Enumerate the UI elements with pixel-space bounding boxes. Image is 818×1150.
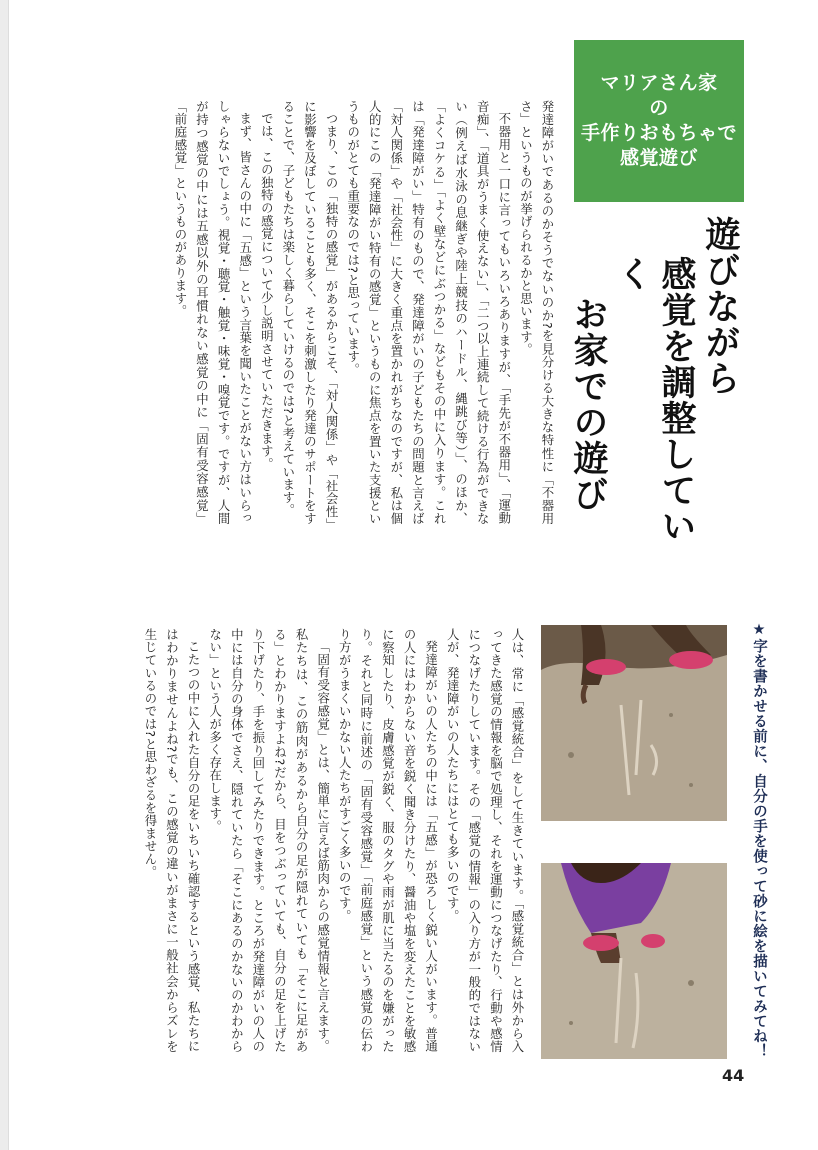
headline-line: 感覚を調整していく xyxy=(612,256,696,544)
photo-drawing-in-sand-2 xyxy=(541,863,727,1059)
title-banner xyxy=(574,40,744,202)
headline-line: 遊びながら xyxy=(700,216,740,396)
headline xyxy=(568,216,742,546)
banner-line: マリアさん家 xyxy=(600,72,718,94)
banner-text xyxy=(581,71,737,171)
body-paragraph: 不器用と一口に言ってもいろいろありますが、「手先が不器用」、「運動音痴」、「道具がうまく使えない」、「二つ以上連続して続ける行為ができない（例えば水泳の息継ぎや陸上競技のハードル、縄跳び等）」、のほか、「よくコケる」「よく壁などにぶつかる」などもその中に入ります。これは「発達障がい」特有のもので、発達障がいの子どもたちの問題と言えば「対人関係」や「社会性」に大きく重点を置かれがちなのですが、私は個人的にこの「発達障がい特有の感覚」というものに焦点を置いた支援というものがとても重要なのでは?と思っています。 xyxy=(345,100,512,525)
page-number: 44 xyxy=(722,1066,745,1085)
body-paragraph: 「固有受容感覚」とは、簡単に言えば筋肉からの感覚情報と言えます。私たちは、この筋肉があるから自分の足が隠れていても「そこに足がある」とわかりますよね?だから、目をつぶっていても、自分の足を上げたり下げたり、手を振り回してみたりできます。ところが発達障がいの人の中には自分の身体でさえ、隠れていたら「そこにあるのかないのかわからない」という人が多く存在します。 xyxy=(207,628,331,1053)
body-paragraph: 人は、常に「感覚統合」をして生きています。「感覚統合」とは外から入ってきた感覚の情報を脳で処理し、それを運動につなげたり、行動や感情につなげたりしています。その「感覚の情報」の入り方が一般的ではない人が、発達障がいの人たちにはとても多いのです。 xyxy=(445,628,525,1053)
photo-caption: ★字を書かせる前に、自分の手を使って砂に絵を描いてみてね！ xyxy=(751,622,767,1059)
body-paragraph: こたつの中に入れた自分の足をいちいち確認するという感覚、私たちにはわかりませんよね?でも、この感覚の違いがまさに一般社会からズレを生じているのでは?と思わざるを得ません。 xyxy=(142,628,202,1053)
body-paragraph: 発達障がいの人たちの中には「五感」が恐ろしく鋭い人がいます。普通の人にはわからない音を鋭く聞き分けたり、醤油や塩を変えたことを敏感に察知したり、皮膚感覚が鋭く、服のタグや雨が肌に当たるのを嫌がったり。それと同時に前述の「固有受容感覚」「前庭感覚」という感覚の伝わり方がうまくいかない人たちがすごく多いのです。 xyxy=(337,628,439,1053)
banner-line: 手作りおもちゃで xyxy=(580,122,737,144)
banner-line: の xyxy=(649,97,669,119)
body-column-bottom xyxy=(80,628,528,1053)
body-paragraph: 発達障がいであるのかそうでないのか?を見分ける大きな特性に「不器用さ」というものが挙げられるかと思います。 xyxy=(518,100,555,525)
body-paragraph: つまり、この「独特の感覚」があるからこそ、「対人関係」や「社会性」に影響を及ぼしていることも多く、そこを刺激したり発達のサポートをすることで、子どもたちは楽しく暮らしていけるのでは?と考えています。 xyxy=(280,100,340,525)
body-paragraph: まず、皆さんの中に「五感」という言葉を聞いたことがない方はいらっしゃらないでしょう。視覚・聴覚・触覚・味覚・嗅覚です。ですが、人間が持つ感覚の中には五感以外の耳慣れない感覚の中に「固有受容感覚」「前庭感覚」というものがあります。 xyxy=(172,100,253,525)
photo-drawing-in-sand-1 xyxy=(541,625,727,821)
banner-line: 感覚遊び xyxy=(619,147,698,169)
page-spine-edge xyxy=(0,0,9,1150)
headline-line: お家での遊び xyxy=(568,296,608,512)
body-column-top xyxy=(92,100,558,525)
body-paragraph: では、この独特の感覚について少し説明させていただきます。 xyxy=(259,112,275,471)
